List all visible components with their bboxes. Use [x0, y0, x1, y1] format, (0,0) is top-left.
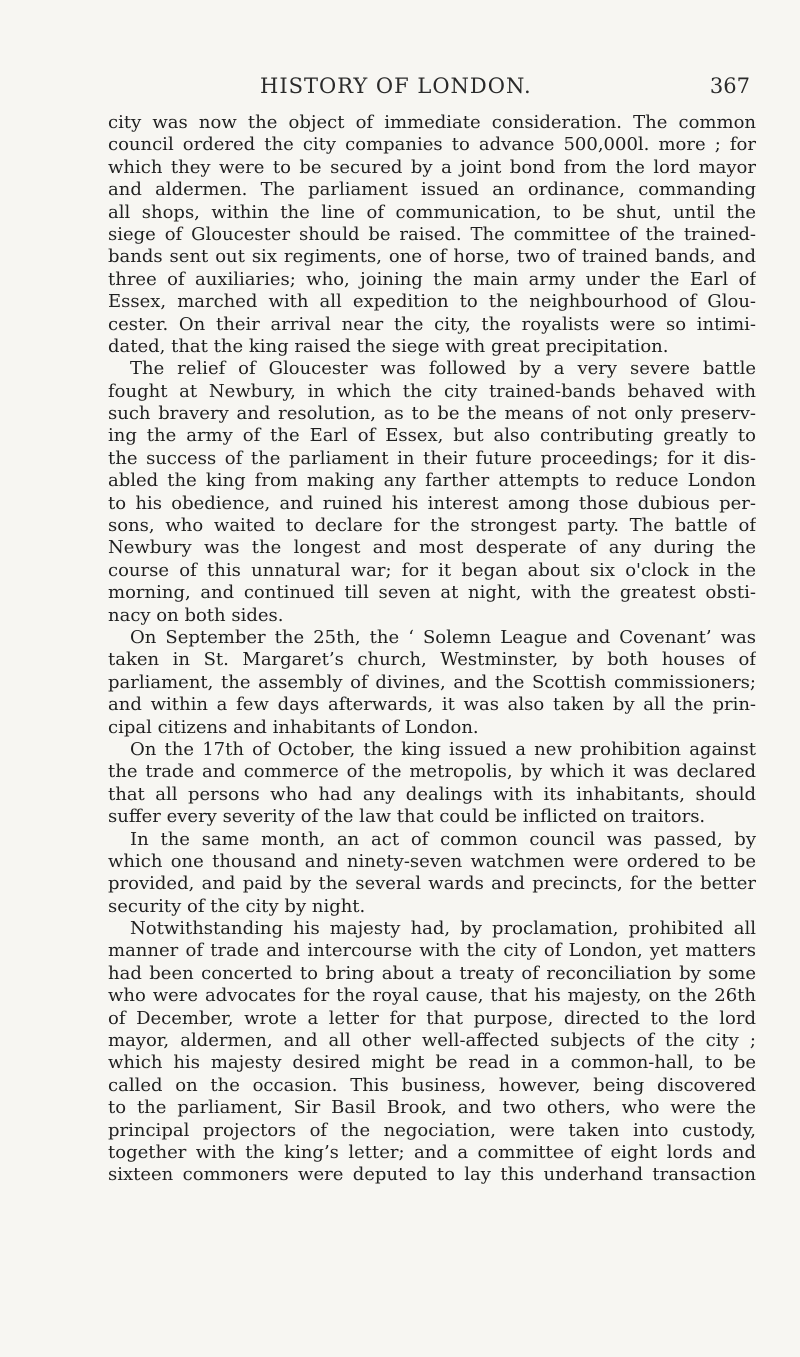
text-line: ing the army of the Earl of Essex, but also contributing greatly to [108, 425, 756, 447]
text-line: which his majesty desired might be read in a common-hall, to be [108, 1052, 756, 1074]
text-line: Notwithstanding his majesty had, by proclamation, prohibited all [130, 918, 756, 940]
text-line: sons, who waited to declare for the strongest party. The battle of [108, 515, 756, 537]
text-line: suffer every severity of the law that could be inflicted on traitors. [108, 806, 706, 828]
text-line: Newbury was the longest and most desperate of any during the [108, 537, 756, 559]
text-line: abled the king from making any farther attempts to reduce London [108, 470, 756, 492]
text-line: parliament, the assembly of divines, and the Scottish commissioners; [108, 671, 756, 693]
text-line: had been concerted to bring about a treaty of reconciliation by some [108, 962, 756, 984]
text-line: to his obedience, and ruined his interest among those dubious per- [108, 492, 756, 514]
text-line: mayor, aldermen, and all other well-affected subjects of the city ; [108, 1030, 756, 1052]
text-line: called on the occasion. This business, however, being discovered [108, 1074, 756, 1096]
text-line: security of the city by night. [108, 895, 366, 917]
text-line: The relief of Gloucester was followed by a very severe battle [130, 358, 756, 380]
text-line: In the same month, an act of common council was passed, by [130, 828, 756, 850]
text-line: council ordered the city companies to advance 500,000l. more ; for [108, 134, 756, 156]
text-line: manner of trade and intercourse with the city of London, yet matters [108, 940, 756, 962]
text-line: principal projectors of the negociation, were taken into custody, [108, 1119, 756, 1141]
body-text [108, 112, 756, 1187]
text-line: course of this unnatural war; for it began about six o'clock in the [108, 559, 756, 581]
text-line: On September the 25th, the ‘ Solemn League and Covenant’ was [130, 626, 756, 648]
text-line: such bravery and resolution, as to be the means of not only preserv- [108, 403, 756, 425]
text-line: provided, and paid by the several wards and precincts, for the better [108, 873, 756, 895]
text-line: which one thousand and ninety-seven watchmen were ordered to be [108, 850, 756, 872]
text-line: sixteen commoners were deputed to lay this underhand transaction [108, 1164, 756, 1186]
text-line: nacy on both sides. [108, 604, 284, 626]
text-line: together with the king’s letter; and a committee of eight lords and [108, 1141, 756, 1163]
text-line: cester. On their arrival near the city, the royalists were so intimi- [108, 313, 756, 335]
text-line: On the 17th of October, the king issued a new prohibition against [130, 738, 756, 760]
text-line: dated, that the king raised the siege with great precipitation. [108, 335, 669, 357]
text-line: the success of the parliament in their future proceedings; for it dis- [108, 447, 756, 469]
text-line: three of auxiliaries; who, joining the main army under the Earl of [108, 268, 756, 290]
page-number: 367 [709, 74, 750, 98]
text-line: morning, and continued till seven at night, with the greatest obsti- [108, 582, 756, 604]
text-line: of December, wrote a letter for that purpose, directed to the lord [108, 1007, 756, 1029]
text-line: siege of Gloucester should be raised. The committee of the trained- [108, 223, 756, 245]
text-line: who were advocates for the royal cause, that his majesty, on the 26th [108, 985, 756, 1007]
text-line: Essex, marched with all expedition to the neighbourhood of Glou- [108, 291, 756, 313]
page-header [150, 74, 750, 108]
text-line: to the parliament, Sir Basil Brook, and two others, who were the [108, 1097, 756, 1119]
text-line: and within a few days afterwards, it was also taken by all the prin- [108, 694, 756, 716]
text-line: bands sent out six regiments, one of horse, two of trained bands, and [108, 246, 756, 268]
text-line: that all persons who had any dealings with its inhabitants, should [108, 783, 756, 805]
text-line: fought at Newbury, in which the city trained-bands behaved with [108, 380, 756, 402]
text-line: the trade and commerce of the metropolis, by which it was declared [108, 761, 756, 783]
text-line: city was now the object of immediate consideration. The common [108, 112, 756, 133]
running-head: HISTORY OF LONDON. [260, 74, 532, 98]
text-line: which they were to be secured by a joint bond from the lord mayor [108, 156, 756, 178]
text-line: and aldermen. The parliament issued an ordinance, commanding [108, 179, 756, 201]
text-line: all shops, within the line of communication, to be shut, until the [108, 201, 756, 223]
text-line: cipal citizens and inhabitants of London. [108, 716, 479, 738]
text-line: taken in St. Margaret’s church, Westminster, by both houses of [108, 649, 756, 671]
